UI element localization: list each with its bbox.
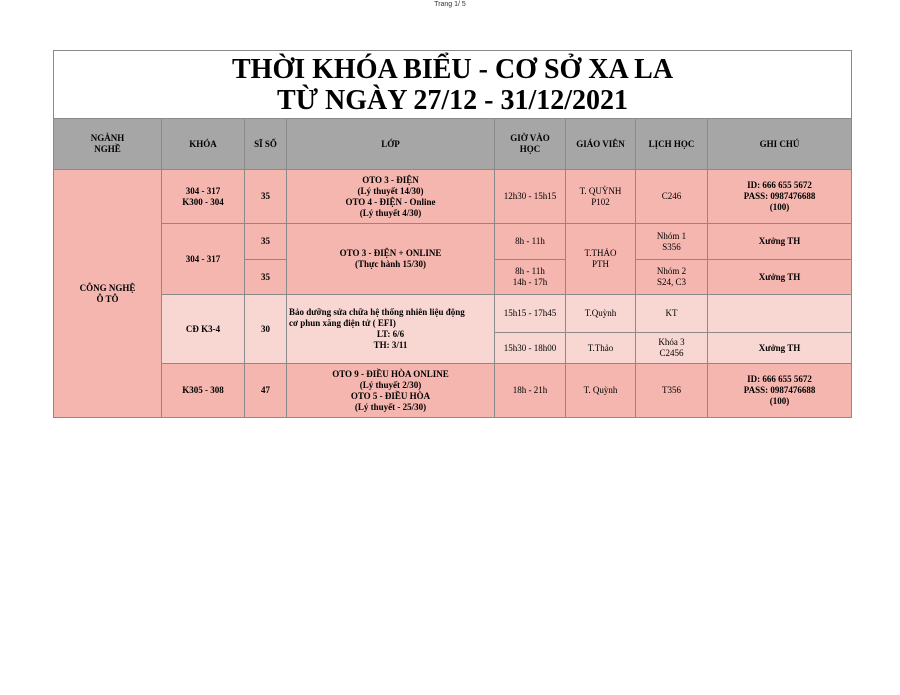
nganh-cell: CÔNG NGHỆ Ô TÔ: [54, 170, 162, 418]
table-row: [54, 170, 852, 224]
lop-cell: Bảo dưỡng sửa chữa hệ thống nhiên liệu động cơ phun xăng điện tử ( EFI) LT: 6/6 TH: 3/11: [287, 295, 495, 364]
title-line-2: TỪ NGÀY 27/12 - 31/12/2021: [277, 85, 629, 116]
timetable-title: [54, 51, 852, 119]
gio-cell: 15h30 - 18h00: [495, 333, 566, 364]
ghi-chu-cell: Xưởng TH: [708, 224, 852, 260]
giao-vien-cell: T. Quỳnh: [566, 364, 636, 418]
khoa-cell: 304 - 317: [162, 224, 245, 295]
lich-hoc-cell: KT: [636, 295, 708, 333]
page-number-label: Trang 1/ 5: [434, 1, 466, 8]
header-lich-hoc: LỊCH HỌC: [636, 119, 708, 170]
table-row: [54, 364, 852, 418]
lop-cell: OTO 9 - ĐIỀU HÒA ONLINE (Lý thuyết 2/30) OTO 5 - ĐIỀU HÒA (Lý thuyết - 25/30): [287, 364, 495, 418]
gio-cell: 8h - 11h 14h - 17h: [495, 260, 566, 295]
si-so-cell: 30: [245, 295, 287, 364]
gio-cell: 15h15 - 17h45: [495, 295, 566, 333]
giao-vien-cell: T. QUỲNH P102: [566, 170, 636, 224]
lich-hoc-cell: Khóa 3 C2456: [636, 333, 708, 364]
table-row: [54, 224, 852, 260]
ghi-chu-cell: ID: 666 655 5672 PASS: 0987476688 (100): [708, 170, 852, 224]
khoa-cell: CĐ K3-4: [162, 295, 245, 364]
si-so-cell: 35: [245, 170, 287, 224]
timetable: [53, 50, 852, 418]
lich-hoc-cell: Nhóm 1 S356: [636, 224, 708, 260]
table-row: [54, 295, 852, 333]
lop-cell: OTO 3 - ĐIỆN + ONLINE (Thực hành 15/30): [287, 224, 495, 295]
giao-vien-cell: T.Thảo: [566, 333, 636, 364]
header-lop: LỚP: [287, 119, 495, 170]
lich-hoc-cell: Nhóm 2 S24, C3: [636, 260, 708, 295]
gio-cell: 18h - 21h: [495, 364, 566, 418]
ghi-chu-cell: Xưởng TH: [708, 333, 852, 364]
ghi-chu-cell: [708, 295, 852, 333]
giao-vien-cell: T.Quỳnh: [566, 295, 636, 333]
header-nganh-nghe: NGÀNH NGHỀ: [54, 119, 162, 170]
khoa-cell: K305 - 308: [162, 364, 245, 418]
header-gio-vao-hoc: GIỜ VÀO HỌC: [495, 119, 566, 170]
gio-cell: 8h - 11h: [495, 224, 566, 260]
title-line-1: THỜI KHÓA BIỂU - CƠ SỞ XA LA: [232, 54, 674, 85]
giao-vien-cell: T.THẢO PTH: [566, 224, 636, 295]
ghi-chu-cell: ID: 666 655 5672 PASS: 0987476688 (100): [708, 364, 852, 418]
si-so-cell: 35: [245, 260, 287, 295]
header-si-so: SĨ SỐ: [245, 119, 287, 170]
gio-cell: 12h30 - 15h15: [495, 170, 566, 224]
si-so-cell: 35: [245, 224, 287, 260]
header-ghi-chu: GHI CHÚ: [708, 119, 852, 170]
si-so-cell: 47: [245, 364, 287, 418]
ghi-chu-cell: Xưởng TH: [708, 260, 852, 295]
header-giao-vien: GIÁO VIÊN: [566, 119, 636, 170]
header-khoa: KHÓA: [162, 119, 245, 170]
lop-cell: OTO 3 - ĐIỆN (Lý thuyết 14/30) OTO 4 - ĐIỆN - Online (Lý thuyết 4/30): [287, 170, 495, 224]
header-row: [54, 119, 852, 170]
lich-hoc-cell: C246: [636, 170, 708, 224]
lich-hoc-cell: T356: [636, 364, 708, 418]
khoa-cell: 304 - 317 K300 - 304: [162, 170, 245, 224]
